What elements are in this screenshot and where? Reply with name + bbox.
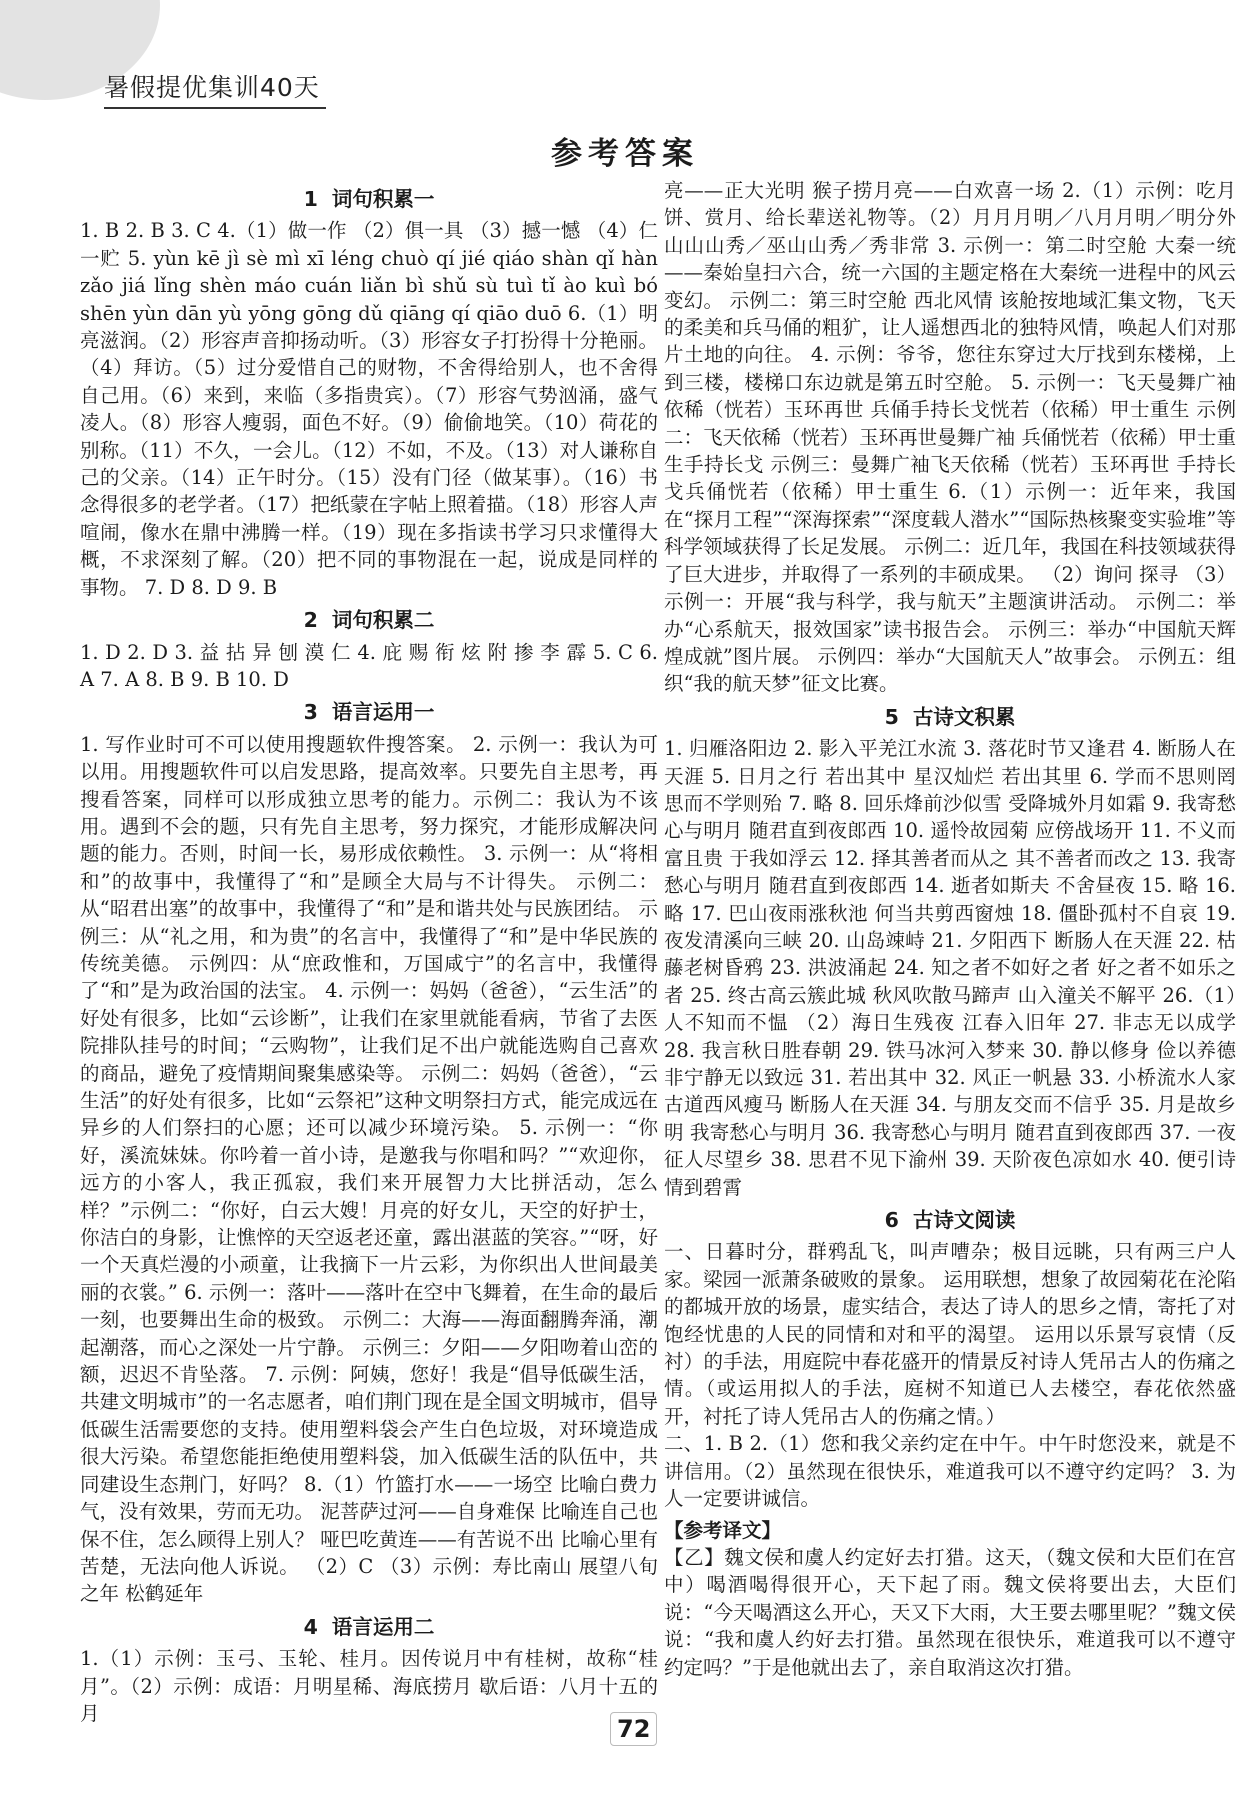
- answer-paragraph: 1. D 2. D 3. 益 拈 异 刨 漠 仁 4. 庇 赐 衔 炫 附 掺 李 霹 5. C 6. A 7. A 8. B 9. B 10. D: [80, 640, 658, 691]
- section-title-text: 语言运用一: [331, 700, 435, 725]
- section-number: 5: [884, 704, 899, 729]
- answer-paragraph: 1. B 2. B 3. C 4.（1）做一作 （2）俱一具 （3）撼一憾 （4）仁一贮 5. yùn kē jì sè mì xī léng chuò qí jié qiáo shàn qǐ hàn zǎo jiá lǐng shèn máo cuán liǎn bì shǔ sù tuì tǐ ào kuì bó shēn yùn dān yù yōng gōng dǔ qiāng qí qiāo duō 6.（1）明亮滋润。（2）形容声音抑扬动听。（3）形容女子打扮得十分艳丽。（4）拜访。（5）过分爱惜自己的财物，不舍得给别人，也不舍得自己用。（6）来到，来临（多指贵宾）。（7）形容气势汹涌，盛气凌人。（8）形容人瘦弱，面色不好。（9）偷偷地笑。（10）荷花的别称。（11）不久，一会儿。（12）不如，不及。（13）对人谦称自己的父亲。（14）正午时分。（15）没有门径（做某事）。（16）书念得很多的老学者。（17）把纸蒙在字帖上照着描。（18）形容人声喧闹，像水在鼎中沸腾一样。（19）现在多指读书学习只求懂得大概，不求深刻了解。（20）把不同的事物混在一起，说成是同样的事物。 7. D 8. D 9. B: [80, 219, 658, 599]
- translation-heading: 【参考译文】: [664, 1518, 782, 1542]
- answer-paragraph: 1. 写作业时可不可以使用搜题软件搜答案。 2. 示例一：我认为可以用。用搜题软件可以启发思路，提高效率。只要先自主思考，再搜看答案，同样可以形成独立思考的能力。示例二：我认为不该用。遇到不会的题，只有先自主思考，努力探究，才能形成解决问题的能力。否则，时间一长，易形成依赖性。 3. 示例一：从“将相和”的故事中，我懂得了“和”是顾全大局与不计得失。 示例二：从“昭君出塞”的故事中，我懂得了“和”是和谐共处与民族团结。 示例三：从“礼之用，和为贵”的名言中，我懂得了“和”是中华民族的传统美德。 示例四：从“庶政惟和，万国咸宁”的名言中，我懂得了“和”是为政治国的法宝。 4. 示例一：妈妈（爸爸），“云生活”的好处有很多，比如“云诊断”，让我们在家里就能看病，节省了去医院排队挂号的时间；“云购物”，让我们足不出户就能选购自己喜欢的商品，避免了疫情期间聚集感染等。 示例二：妈妈（爸爸），“云生活”的好处有很多，比如“云祭祀”这种文明祭扫方式，能完成远在异乡的人们祭扫的心愿；还可以减少环境污染。 5. 示例一：“你好，溪流妹妹。你吟着一首小诗，是邀我与你唱和吗？”“欢迎你，远方的小客人，我正孤寂，我们来开展智力大比拼活动，怎么样？”示例二：“你好，白云大嫂！月亮的好女儿，天空的好护士，你洁白的身影，让憔悴的天空返老还童，露出湛蓝的笑容。”“呀，好一个天真烂漫的小顽童，让我摘下一片云彩，为你织出人世间最美丽的衣裳。” 6. 示例一：落叶——落叶在空中飞舞着，在生命的最后一刻，也要舞出生命的极致。 示例二：大海——海面翻腾奔涌，潮起潮落，而心之深处一片宁静。 示例三：夕阳——夕阳吻着山峦的额，迟迟不肯坠落。 7. 示例：阿姨，您好！我是“倡导低碳生活，共建文明城市”的一名志愿者，咱们荆门现在是全国文明城市，倡导低碳生活需要您的支持。使用塑料袋会产生白色垃圾，对环境造成很大污染。希望您能拒绝使用塑料袋，加入低碳生活的队伍中，共同建设生态荆门，好吗？ 8.（1）竹篮打水——一场空 比喻白费力气，没有效果，劳而无功。 泥菩萨过河——自身难保 比喻连自己也保不住，怎么顾得上别人？ 哑巴吃黄连——有苦说不出 比喻心里有苦楚，无法向他人诉说。 （2）C （3）示例：寿比南山 展望八旬之年 松鹤延年: [80, 732, 658, 1606]
- section-title-text: 古诗文积累: [912, 704, 1016, 729]
- series-title: 暑假提优集训40天: [104, 68, 326, 109]
- section-title-text: 词句积累二: [331, 608, 435, 633]
- section-number: 4: [303, 1614, 318, 1639]
- section-title: [80, 1614, 658, 1641]
- answer-paragraph: 1. 归雁洛阳边 2. 影入平羌江水流 3. 落花时节又逢君 4. 断肠人在天涯 5. 日月之行 若出其中 星汉灿烂 若出其里 6. 学而不思则罔 思而不学则殆 7. 略 8. 回乐烽前沙似雪 受降城外月如霜 9. 我寄愁心与明月 随君直到夜郎西 10. 遥怜故园菊 应傍战场开 11. 不义而富且贵 于我如浮云 12. 择其善者而从之 其不善者而改之 13. 我寄愁心与明月 随君直到夜郎西 14. 逝者如斯夫 不舍昼夜 15. 略 16. 略 17. 巴山夜雨涨秋池 何当共剪西窗烛 18. 僵卧孤村不自哀 19. 夜发清溪向三峡 20. 山岛竦峙 21. 夕阳西下 断肠人在天涯 22. 枯藤老树昏鸦 23. 洪波涌起 24. 知之者不如好之者 好之者不如乐之者 25. 终古高云簇此城 秋风吹散马蹄声 山入潼关不解平 26.（1）人不知而不愠 （2）海日生残夜 江春入旧年 27. 非志无以成学 28. 我言秋日胜春朝 29. 铁马冰河入梦来 30. 静以修身 俭以养德 非宁静无以致远 31. 若出其中 32. 风正一帆悬 33. 小桥流水人家 古道西风瘦马 断肠人在天涯 34. 与朋友交而不信乎 35. 月是故乡明 我寄愁心与明月 36. 我寄愁心与明月 随君直到夜郎西 37. 一夜征人尽望乡 38. 思君不见下渝州 39. 天阶夜色凉如水 40. 便引诗情到碧霄: [664, 737, 1236, 1199]
- section-title-text: 词句积累一: [331, 187, 435, 211]
- section-number: 2: [303, 608, 318, 633]
- left-column: [80, 180, 658, 1727]
- section-title: [80, 186, 658, 213]
- answer-paragraph: 二、1. B 2.（1）您和我父亲约定在中午。中午时您没来，就是不讲信用。（2）虽然现在很快乐，难道我可以不遵守约定吗？ 3. 为人一定要讲诚信。: [664, 1432, 1236, 1511]
- section-title: [664, 1207, 1236, 1234]
- section-title-text: 古诗文阅读: [912, 1208, 1016, 1233]
- section-title: [80, 607, 658, 634]
- section-title: [664, 704, 1236, 731]
- translation-text: 【乙】魏文侯和虞人约定好去打猎。这天，（魏文侯和大臣们在宫中）喝酒喝得很开心，天下起了雨。魏文侯将要出去，大臣们说：“今天喝酒这么开心，天又下大雨，大王要去哪里呢？”魏文侯说：“我和虞人约好去打猎。虽然现在很快乐，难道我可以不遵守约定吗？”于是他就出去了，亲自取消这次打猎。: [664, 1545, 1236, 1679]
- page-title: 参考答案: [551, 136, 699, 172]
- section-title-text: 语言运用二: [331, 1614, 435, 1639]
- answer-paragraph: 亮——正大光明 猴子捞月亮——白欢喜一场 2.（1）示例：吃月饼、赏月、给长辈送礼物等。（2）月月月明／八月月明／明分外 山山山秀／巫山山秀／秀非常 3. 示例一：第二时空舱 大秦一统——秦始皇扫六合，统一六国的主题定格在大秦统一进程中的风云变幻。 示例二：第三时空舱 西北风情 该舱按地域汇集文物，飞天的柔美和兵马俑的粗犷，让人遥想西北的独特风情，唤起人们对那片土地的向往。 4. 示例：爷爷，您往东穿过大厅找到东楼梯，上到三楼，楼梯口东边就是第五时空舱。 5. 示例一：飞天曼舞广袖依稀（恍若）玉环再世 兵俑手持长戈恍若（依稀）甲士重生 示例二：飞天依稀（恍若）玉环再世曼舞广袖 兵俑恍若（依稀）甲士重生手持长戈 示例三：曼舞广袖飞天依稀（恍若）玉环再世 手持长戈兵俑恍若（依稀）甲士重生 6.（1）示例一：近年来，我国在“探月工程”“深海探索”“深度载人潜水”“国际热核聚变实验堆”等科学领域获得了长足发展。 示例二：近几年，我国在科技领域获得了巨大进步，并取得了一系列的丰硕成果。 （2）询问 探寻 （3）示例一：开展“我与科学，我与航天”主题演讲活动。 示例二：举办“心系航天，报效国家”读书报告会。 示例三：举办“中国航天辉煌成就”图片展。 示例四：举办“大国航天人”故事会。 示例五：组织“我的航天梦”征文比赛。: [664, 179, 1236, 696]
- right-sections: [664, 177, 1236, 1513]
- answer-paragraph: 1.（1）示例：玉弓、玉轮、桂月。因传说月中有桂树，故称“桂月”。（2）示例：成语：月明星稀、海底捞月 歇后语：八月十五的月: [80, 1647, 658, 1725]
- answer-paragraph: 一、日暮时分，群鸦乱飞，叫声嘈杂；极目远眺，只有两三户人家。梁园一派萧条破败的景象。 运用联想，想象了故园菊花在沦陷的都城开放的场景，虚实结合，表达了诗人的思乡之情，寄托了对饱经忧患的人民的同情和对和平的渴望。 运用以乐景写哀情（反衬）的手法，用庭院中春花盛开的情景反衬诗人凭吊古人的伤痛之情。（或运用拟人的手法，庭树不知道已人去楼空，春花依然盛开，衬托了诗人凭吊古人的伤痛之情。）: [664, 1240, 1236, 1428]
- section-number: 1: [303, 187, 318, 211]
- section-title: [80, 699, 658, 726]
- section-number: 6: [884, 1208, 899, 1233]
- page-number: 72: [610, 1712, 657, 1746]
- right-column: [664, 177, 1236, 1681]
- section-number: 3: [303, 700, 318, 725]
